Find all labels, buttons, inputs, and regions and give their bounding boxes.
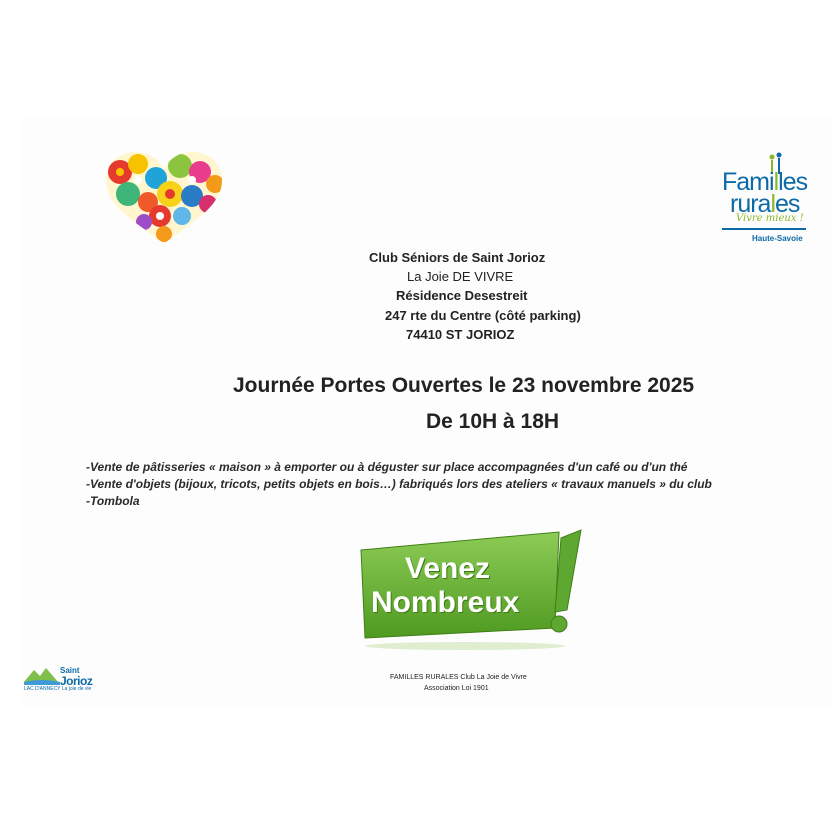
badge-line-nombreux: Nombreux [371, 586, 520, 619]
footer-association: FAMILLES RURALES Club La Joie de Vivre [390, 674, 527, 681]
saint-jorioz-logo [22, 664, 102, 694]
venez-nombreux-badge [355, 528, 587, 652]
activity-tombola: -Tombola [86, 494, 140, 508]
event-title: Journée Portes Ouvertes le 23 novembre 2025 [233, 374, 695, 397]
familles-rurales-logo [722, 150, 822, 250]
logo-jorioz-tag: LAC D'ANNECY La joie de vie [24, 686, 92, 692]
logo-jorioz: Jorioz [60, 674, 93, 688]
logo-word-rurales: rurales [730, 190, 800, 218]
activity-pastries: -Vente de pâtisseries « maison » à emporter ou à déguster sur place accompagnées d'un café ou d'un thé [86, 460, 688, 474]
footer-law: Association Loi 1901 [424, 685, 489, 692]
logo-divider [722, 228, 806, 230]
colorful-heart-icon [100, 150, 228, 246]
logo-word-familles: Familles [722, 168, 808, 196]
address-club-name: La Joie DE VIVRE [407, 269, 514, 284]
logo-tagline: Vivre mieux ! [736, 213, 804, 224]
mountain-lake-icon [22, 664, 62, 686]
logo-region: Haute-Savoie [752, 234, 803, 243]
address-city: 74410 ST JORIOZ [406, 327, 515, 342]
logo-saint: Saint [60, 666, 80, 675]
event-hours: De 10H à 18H [426, 410, 560, 433]
address-street: 247 rte du Centre (côté parking) [385, 308, 581, 323]
address-residence: Résidence Desestreit [396, 288, 528, 303]
activity-crafts-sale: -Vente d'objets (bijoux, tricots, petits objets en bois…) fabriqués lors des ateliers « travaux manuels » du club [86, 477, 712, 491]
badge-line-venez: Venez [405, 552, 491, 585]
address-club: Club Séniors de Saint Jorioz [369, 250, 546, 265]
